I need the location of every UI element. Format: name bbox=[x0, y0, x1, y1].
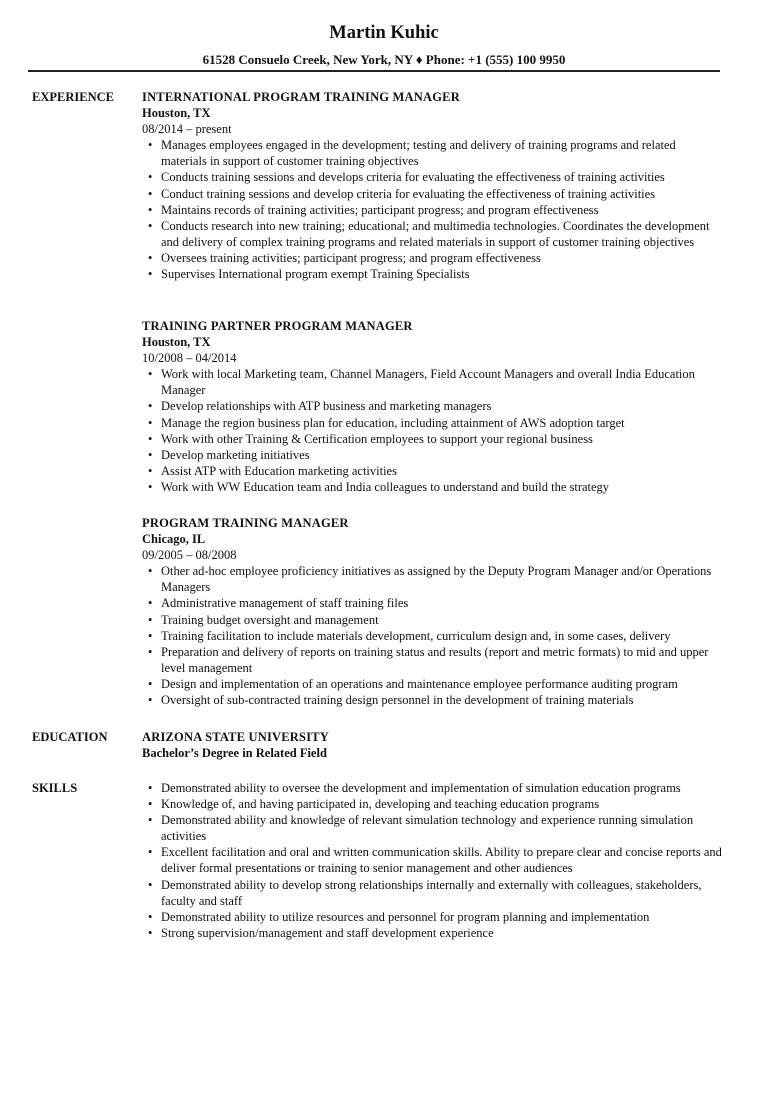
job-duties bbox=[142, 366, 722, 495]
list-item: • Maintains records of training activities; participant progress; and program effectiveness bbox=[142, 202, 722, 218]
list-item: • Other ad-hoc employee proficiency initiatives as assigned by the Deputy Program Manager and/or Operations Managers bbox=[142, 563, 722, 595]
list-item: • Work with local Marketing team, Channel Managers, Field Account Managers and overall India Education Manager bbox=[142, 366, 722, 398]
list-item: • Demonstrated ability to oversee the development and implementation of simulation education programs bbox=[142, 780, 722, 796]
list-item: • Manage the region business plan for education, including attainment of AWS adoption target bbox=[142, 415, 722, 431]
list-item: • Work with other Training & Certification employees to support your regional business bbox=[142, 431, 722, 447]
list-item: • Develop marketing initiatives bbox=[142, 447, 722, 463]
job-dates: 08/2014 – present bbox=[142, 122, 232, 137]
job-3 bbox=[142, 515, 722, 708]
job-location: Houston, TX bbox=[142, 335, 211, 350]
list-item: • Develop relationships with ATP business and marketing managers bbox=[142, 398, 722, 414]
school-name: ARIZONA STATE UNIVERSITY bbox=[142, 730, 330, 744]
job-location: Chicago, IL bbox=[142, 532, 206, 547]
degree: Bachelor’s Degree in Related Field bbox=[142, 746, 327, 761]
header-divider bbox=[28, 70, 720, 72]
list-item: • Supervises International program exempt Training Specialists bbox=[142, 266, 722, 282]
education-entry bbox=[142, 729, 722, 761]
job-duties bbox=[142, 137, 722, 282]
job-dates: 10/2008 – 04/2014 bbox=[142, 351, 237, 366]
list-item: • Administrative management of staff training files bbox=[142, 595, 722, 611]
list-item: • Manages employees engaged in the development; testing and delivery of training programs and related materials in support of customer training objectives bbox=[142, 137, 722, 169]
list-item: • Oversight of sub-contracted training design personnel in the development of training materials bbox=[142, 692, 722, 708]
list-item: • Excellent facilitation and oral and written communication skills. Ability to prepare clear and concise reports and deliver formal presentations or training to senior management and other audiences bbox=[142, 844, 722, 876]
list-item: • Demonstrated ability and knowledge of relevant simulation technology and experience running simulation activities bbox=[142, 812, 722, 844]
list-item: • Design and implementation of an operations and maintenance employee performance auditing program bbox=[142, 676, 722, 692]
skills-heading: SKILLS bbox=[32, 781, 78, 795]
list-item: • Work with WW Education team and India colleagues to understand and build the strategy bbox=[142, 479, 722, 495]
list-item: • Conducts research into new training; educational; and multimedia technologies. Coordinates the development and delivery of complex training programs and related materials in support of customer training objectives bbox=[142, 218, 722, 250]
list-item: • Conduct training sessions and develop criteria for evaluating the effectiveness of training activities bbox=[142, 186, 722, 202]
skills-list bbox=[142, 780, 722, 941]
education-heading: EDUCATION bbox=[32, 730, 108, 744]
candidate-name: Martin Kuhic bbox=[329, 23, 439, 43]
job-2 bbox=[142, 318, 722, 495]
list-item: • Preparation and delivery of reports on training status and results (report and metric formats) to mid and upper level management bbox=[142, 644, 722, 676]
job-title: INTERNATIONAL PROGRAM TRAINING MANAGER bbox=[142, 90, 460, 104]
job-title: TRAINING PARTNER PROGRAM MANAGER bbox=[142, 319, 413, 333]
job-title: PROGRAM TRAINING MANAGER bbox=[142, 516, 349, 530]
list-item: • Demonstrated ability to develop strong relationships internally and externally with colleagues, stakeholders, faculty and staff bbox=[142, 877, 722, 909]
job-duties bbox=[142, 563, 722, 708]
list-item: • Assist ATP with Education marketing activities bbox=[142, 463, 722, 479]
list-item: • Strong supervision/management and staff development experience bbox=[142, 925, 722, 941]
job-location: Houston, TX bbox=[142, 106, 211, 121]
contact-line: 61528 Consuelo Creek, New York, NY ♦ Phone: +1 (555) 100 9950 bbox=[202, 52, 566, 67]
list-item: • Training facilitation to include materials development, curriculum design and, in some cases, delivery bbox=[142, 628, 722, 644]
job-1 bbox=[142, 89, 722, 282]
job-dates: 09/2005 – 08/2008 bbox=[142, 548, 237, 563]
list-item: • Oversees training activities; participant progress; and program effectiveness bbox=[142, 250, 722, 266]
list-item: • Demonstrated ability to utilize resources and personnel for program planning and implementation bbox=[142, 909, 722, 925]
list-item: • Conducts training sessions and develops criteria for evaluating the effectiveness of training activities bbox=[142, 169, 722, 185]
list-item: • Knowledge of, and having participated in, developing and teaching education programs bbox=[142, 796, 722, 812]
experience-heading: EXPERIENCE bbox=[32, 90, 114, 104]
skills-list-block bbox=[142, 780, 722, 941]
list-item: • Training budget oversight and management bbox=[142, 612, 722, 628]
